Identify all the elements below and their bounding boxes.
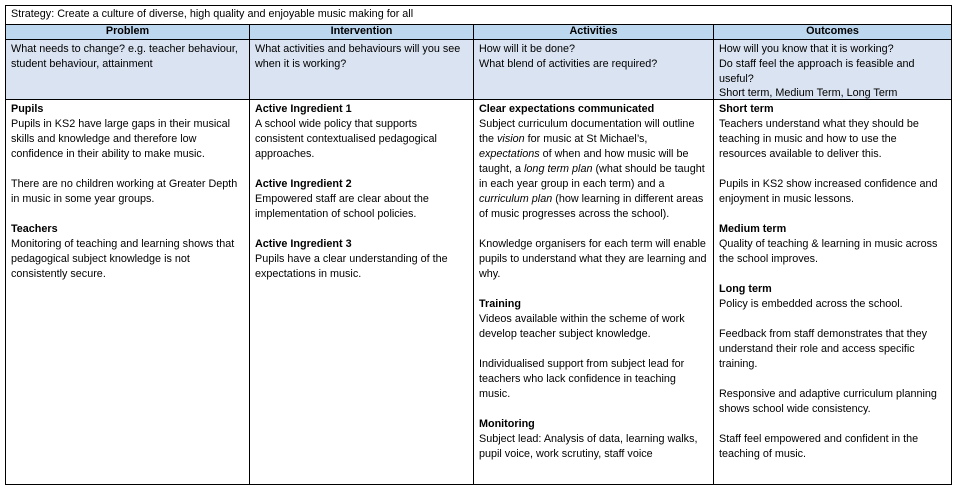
activities-header: Activities (474, 25, 713, 40)
pupils-paragraph-2: There are no children working at Greater Depth in music in some year groups. (11, 178, 238, 205)
activities-sub-line-2: What blend of activities are required? (479, 58, 658, 70)
short-term-paragraph-2: Pupils in KS2 show increased confidence and enjoyment in music lessons. (719, 178, 938, 205)
outcomes-header: Outcomes (714, 25, 951, 40)
intervention-column (250, 25, 474, 485)
problem-header: Problem (6, 25, 249, 40)
teachers-heading: Teachers (11, 223, 58, 235)
training-paragraph-2: Individualised support from subject lead for teachers who lack confidence in teaching music. (479, 358, 685, 400)
strategy-table (5, 5, 952, 485)
intervention-subheader: What activities and behaviours will you see when it is working? (250, 40, 473, 100)
pupils-paragraph-1: Pupils in KS2 have large gaps in their musical skills and knowledge and therefore low confidence in their ability to make music. (11, 118, 231, 160)
outcomes-sub-line-2: Do staff feel the approach is feasible and useful? (719, 58, 915, 85)
outcomes-body (714, 100, 951, 485)
activities-body (474, 100, 713, 485)
outcomes-subheader (714, 40, 951, 100)
activities-column (474, 25, 714, 485)
medium-term-paragraph: Quality of teaching & learning in music across the school improves. (719, 238, 938, 265)
strategy-title: Strategy: Create a culture of diverse, high quality and enjoyable music making for all (6, 6, 951, 25)
teachers-paragraph: Monitoring of teaching and learning shows that pedagogical subject knowledge is not consistently secure. (11, 238, 235, 280)
long-term-paragraph-3: Responsive and adaptive curriculum planning shows school wide consistency. (719, 388, 937, 415)
training-heading: Training (479, 298, 521, 310)
problem-body (6, 100, 249, 485)
intervention-header: Intervention (250, 25, 473, 40)
clear-expectations-heading: Clear expectations communicated (479, 103, 655, 115)
activities-sub-line-1: How will it be done? (479, 43, 576, 55)
active-ingredient-1-text: A school wide policy that supports consistent contextualised pedagogical approaches. (255, 118, 437, 160)
long-term-paragraph-1: Policy is embedded across the school. (719, 298, 903, 310)
training-paragraph-1: Videos available within the scheme of work develop teacher subject knowledge. (479, 313, 685, 340)
problem-column (6, 25, 250, 485)
problem-subheader: What needs to change? e.g. teacher behaviour, student behaviour, attainment (6, 40, 249, 100)
vision-term: vision (497, 133, 525, 145)
active-ingredient-1-heading: Active Ingredient 1 (255, 103, 352, 115)
short-term-heading: Short term (719, 103, 774, 115)
outcomes-column (714, 25, 951, 485)
long-term-paragraph-4: Staff feel empowered and confident in the teaching of music. (719, 433, 919, 460)
active-ingredient-2-text: Empowered staff are clear about the implementation of school policies. (255, 193, 429, 220)
activities-subheader (474, 40, 713, 100)
clear-text-5: (how learning in different areas of music progresses across the school). (479, 193, 704, 220)
clear-text-1: Subject curriculum documentation will outline the (479, 118, 695, 145)
clear-text-2: for music at St Michael’s, (524, 133, 648, 145)
long-term-paragraph-2: Feedback from staff demonstrates that they understand their role and access specific training. (719, 328, 928, 370)
long-term-plan-term: long term plan (524, 163, 593, 175)
expectations-term: expectations (479, 148, 540, 160)
clear-text-4: (what should be taught in each year group in each term) and a (479, 163, 705, 190)
clear-text-3: of when and how music will be taught, a (479, 148, 689, 175)
outcomes-sub-line-1: How will you know that it is working? (719, 43, 894, 55)
pupils-heading: Pupils (11, 103, 44, 115)
active-ingredient-3-text: Pupils have a clear understanding of the expectations in music. (255, 253, 448, 280)
active-ingredient-2-heading: Active Ingredient 2 (255, 178, 352, 190)
medium-term-heading: Medium term (719, 223, 787, 235)
monitoring-text: Subject lead: Analysis of data, learning walks, pupil voice, work scrutiny, staff voice (479, 433, 698, 460)
monitoring-heading: Monitoring (479, 418, 535, 430)
intervention-body (250, 100, 473, 485)
clear-expectations-text (479, 117, 708, 222)
short-term-paragraph-1: Teachers understand what they should be teaching in music and how to use the resources available to deliver this. (719, 118, 919, 160)
long-term-heading: Long term (719, 283, 772, 295)
knowledge-organisers-text: Knowledge organisers for each term will enable pupils to understand what they are learning and why. (479, 238, 707, 280)
columns-row (6, 25, 951, 485)
outcomes-sub-line-3: Short term, Medium Term, Long Term (719, 87, 898, 99)
active-ingredient-3-heading: Active Ingredient 3 (255, 238, 352, 250)
curriculum-plan-term: curriculum plan (479, 193, 553, 205)
